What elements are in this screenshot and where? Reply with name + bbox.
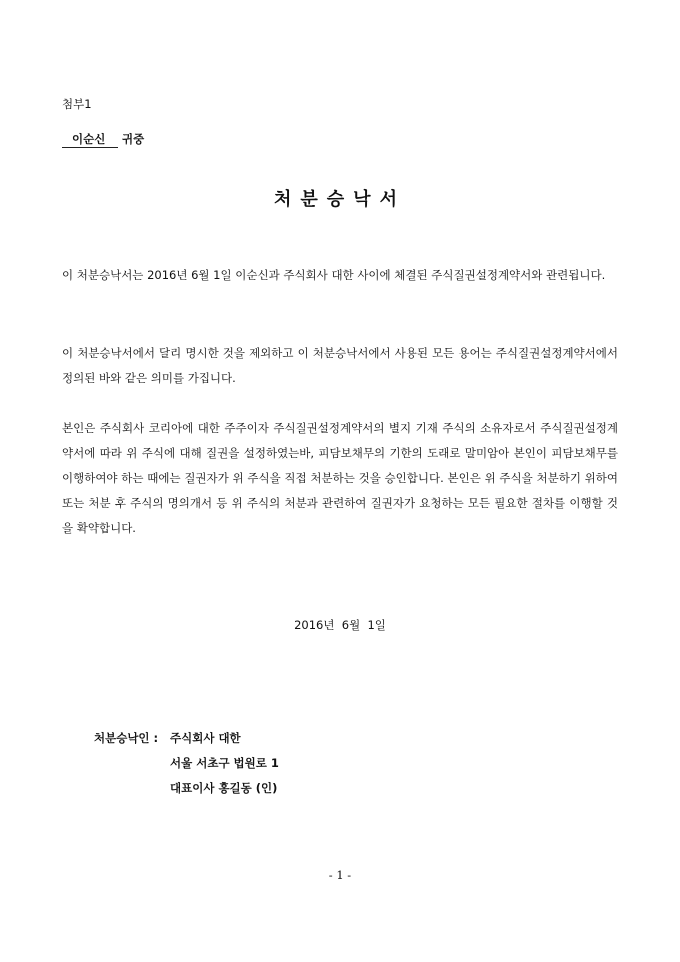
addressee-name: 이순신 <box>62 132 118 148</box>
signer-representative: 대표이사 홍길동 (인) <box>170 781 278 795</box>
signer-company: 주식회사 대한 <box>170 731 241 745</box>
addressee <box>62 131 144 148</box>
document-date: 2016년 6월 1일 <box>294 618 386 632</box>
attachment-label: 첨부1 <box>62 97 92 111</box>
paragraph-definitions: 이 처분승낙서에서 달리 명시한 것을 제외하고 이 처분승낙서에서 사용된 모든 용어는 주식질권설정계약서에서 정의된 바와 같은 의미를 가집니다. <box>62 346 618 385</box>
page-number: - 1 - <box>328 868 352 882</box>
signer-details <box>170 726 279 801</box>
signer-label: 처분승낙인 : <box>94 731 159 745</box>
paragraph-consent: 본인은 주식회사 코리아에 대한 주주이자 주식질권설정계약서의 별지 기재 주식의 소유자로서 주식질권설정계약서에 따라 위 주식에 대해 질권을 설정하였는바, 피담보채무의 기한의 도래로 말미암아 본인이 피담보채무를 이행하여야 하는 때에는 질권자가 위 주식을 직접 처분하는 것을 승인합니다. 본인은 위 주식을 처분하기 위하여 또는 처분 후 주식의 명의개서 등 위 주식의 처분과 관련하여 질권자가 요청하는 모든 필요한 절차를 이행할 것을 확약합니다. <box>62 421 618 535</box>
addressee-honorific: 귀중 <box>122 132 145 146</box>
signer-address: 서울 서초구 법원로 1 <box>170 756 279 770</box>
paragraph-intro: 이 처분승낙서는 2016년 6월 1일 이순신과 주식회사 대한 사이에 체결된 주식질권설정계약서와 관련됩니다. <box>62 268 606 282</box>
document-title: 처분승낙서 <box>274 189 406 210</box>
